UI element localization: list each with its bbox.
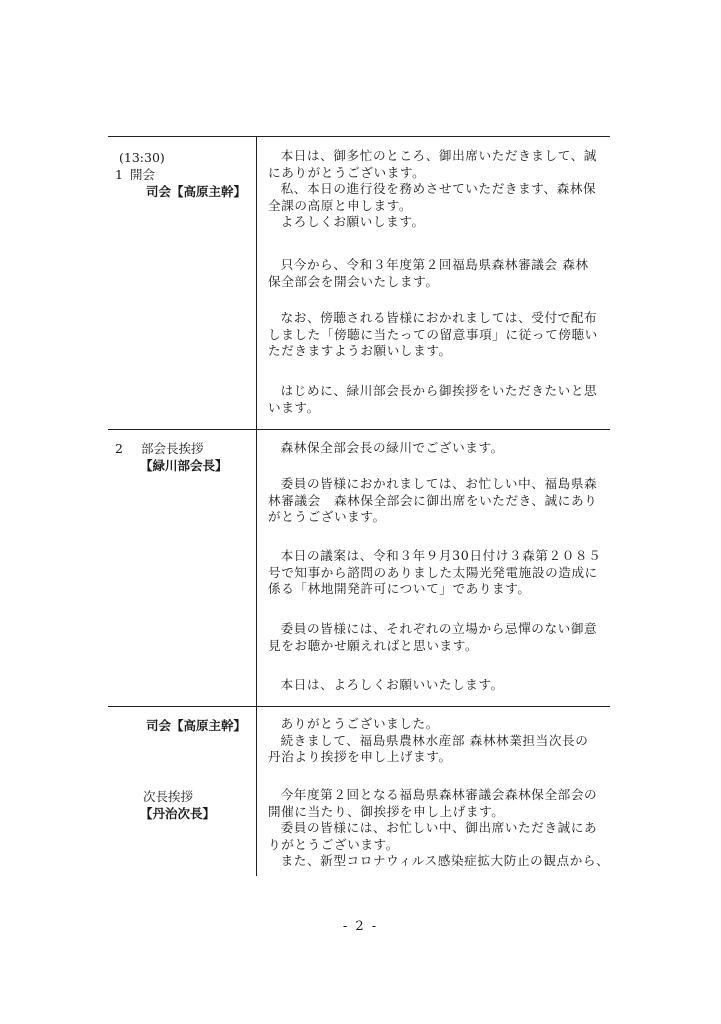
section-time: (13:30) bbox=[119, 150, 165, 165]
speaker-label: 司会【高原主幹】 bbox=[146, 184, 247, 199]
paragraph: はじめに、緑川部会長から御挨拶をいただきたいと思 います。 bbox=[268, 383, 598, 415]
column-divider bbox=[256, 136, 257, 876]
paragraph: 本日の議案は、令和３年９月30日付け３森第２０８５ 号で知事から諮問のありました太陽光発電施設の造成に 係る「林地開発許可について」であります。 bbox=[268, 548, 602, 596]
section-title: 部会長挨拶 bbox=[141, 441, 204, 456]
paragraph: 今年度第２回となる福島県森林審議会森林保全部会の 開催に当たり、御挨拶を申し上げます。 委員の皆様には、お忙しい中、御出席いただき誠にあ りがとうございます。 また、新型コロナウィルス感染症拡大防止の観点から、 bbox=[268, 787, 610, 868]
speaker-label: 司会【高原主幹】 bbox=[146, 718, 247, 733]
section-divider bbox=[108, 429, 610, 430]
paragraph: 委員の皆様におかれましては、お忙しい中、福島県森 林審議会 森林保全部会に御出席をいただき、誠にあり がとうございます。 bbox=[268, 476, 598, 524]
section-number: 1 bbox=[115, 167, 123, 182]
paragraph: 森林保全部会長の緑川でございます。 bbox=[280, 440, 504, 455]
section-title: 開会 bbox=[130, 167, 156, 182]
speaker-label: 【丹治次長】 bbox=[140, 806, 216, 821]
paragraph: 委員の皆様には、それぞれの立場から忌憚のない御意 見をお聴かせ願えればと思います。 bbox=[268, 621, 598, 653]
top-rule bbox=[108, 136, 610, 137]
paragraph: なお、傍聴される皆様におかれましては、受付で配布 しました「傍聴に当たっての留意事項」に従って傍聴い ただきますようお願いします。 bbox=[268, 310, 598, 358]
paragraph: 本日は、御多忙のところ、御出席いただきまして、誠 にありがとうございます。 私、本日の進行役を務めさせていただきます、森林保 全課の高原と申します。 よろしくお願いします。 bbox=[268, 148, 597, 229]
speaker-label: 【緑川部会長】 bbox=[140, 458, 228, 473]
section-number: 2 bbox=[115, 441, 123, 456]
page-number: - 2 - bbox=[342, 919, 379, 934]
section-divider bbox=[108, 706, 610, 707]
paragraph: ありがとうございました。 続きまして、福島県農林水産部 森林林業担当次長の 丹治より挨拶を申し上げます。 bbox=[268, 716, 589, 764]
paragraph: 本日は、よろしくお願いいたします。 bbox=[280, 677, 504, 692]
paragraph: 只今から、令和３年度第２回福島県森林審議会 森林 保全部会を開会いたします。 bbox=[268, 257, 589, 289]
section-title: 次長挨拶 bbox=[143, 789, 194, 804]
